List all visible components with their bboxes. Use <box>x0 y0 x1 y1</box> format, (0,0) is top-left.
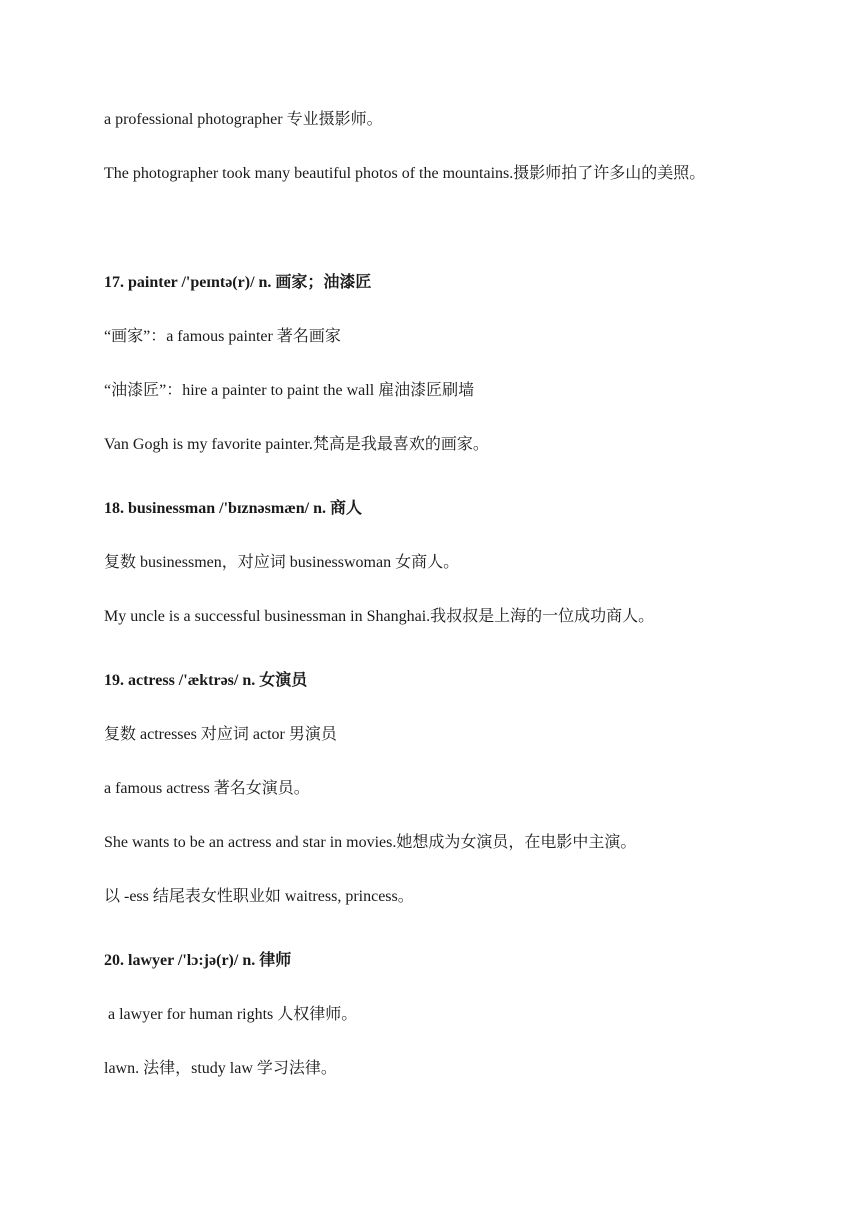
note-plural: 复数 businessmen，对应词 businesswoman 女商人。 <box>104 554 460 571</box>
entry-heading-businessman: 18. businessman /'bɪznəsmæn/ n. 商人 <box>104 500 362 517</box>
example-phrase: a lawyer for human rights 人权律师。 <box>104 1006 358 1023</box>
example-sentence: My uncle is a successful businessman in Shanghai.我叔叔是上海的一位成功商人。 <box>104 608 655 625</box>
note-suffix: 以 -ess 结尾表女性职业如 waitress, princess。 <box>104 888 414 905</box>
meaning-painter-decorator: “油漆匠”：hire a painter to paint the wall 雇油漆匠刷墙 <box>104 382 475 399</box>
example-sentence: Van Gogh is my favorite painter.梵高是我最喜欢的画家。 <box>104 436 489 453</box>
note-plural: 复数 actresses 对应词 actor 男演员 <box>104 726 337 743</box>
example-phrase: a professional photographer 专业摄影师。 <box>104 111 383 128</box>
example-sentence: She wants to be an actress and star in movies.她想成为女演员，在电影中主演。 <box>104 834 637 851</box>
meaning-painter-artist: “画家”：a famous painter 著名画家 <box>104 328 341 345</box>
example-sentence: The photographer took many beautiful photos of the mountains.摄影师拍了许多山的美照。 <box>104 165 706 182</box>
entry-heading-painter: 17. painter /'peɪntə(r)/ n. 画家；油漆匠 <box>104 274 372 291</box>
example-phrase: a famous actress 著名女演员。 <box>104 780 310 797</box>
note-related-word: lawn. 法律，study law 学习法律。 <box>104 1060 337 1077</box>
entry-heading-actress: 19. actress /'æktrəs/ n. 女演员 <box>104 672 308 689</box>
entry-heading-lawyer: 20. lawyer /'lɔ:jə(r)/ n. 律师 <box>104 952 292 969</box>
